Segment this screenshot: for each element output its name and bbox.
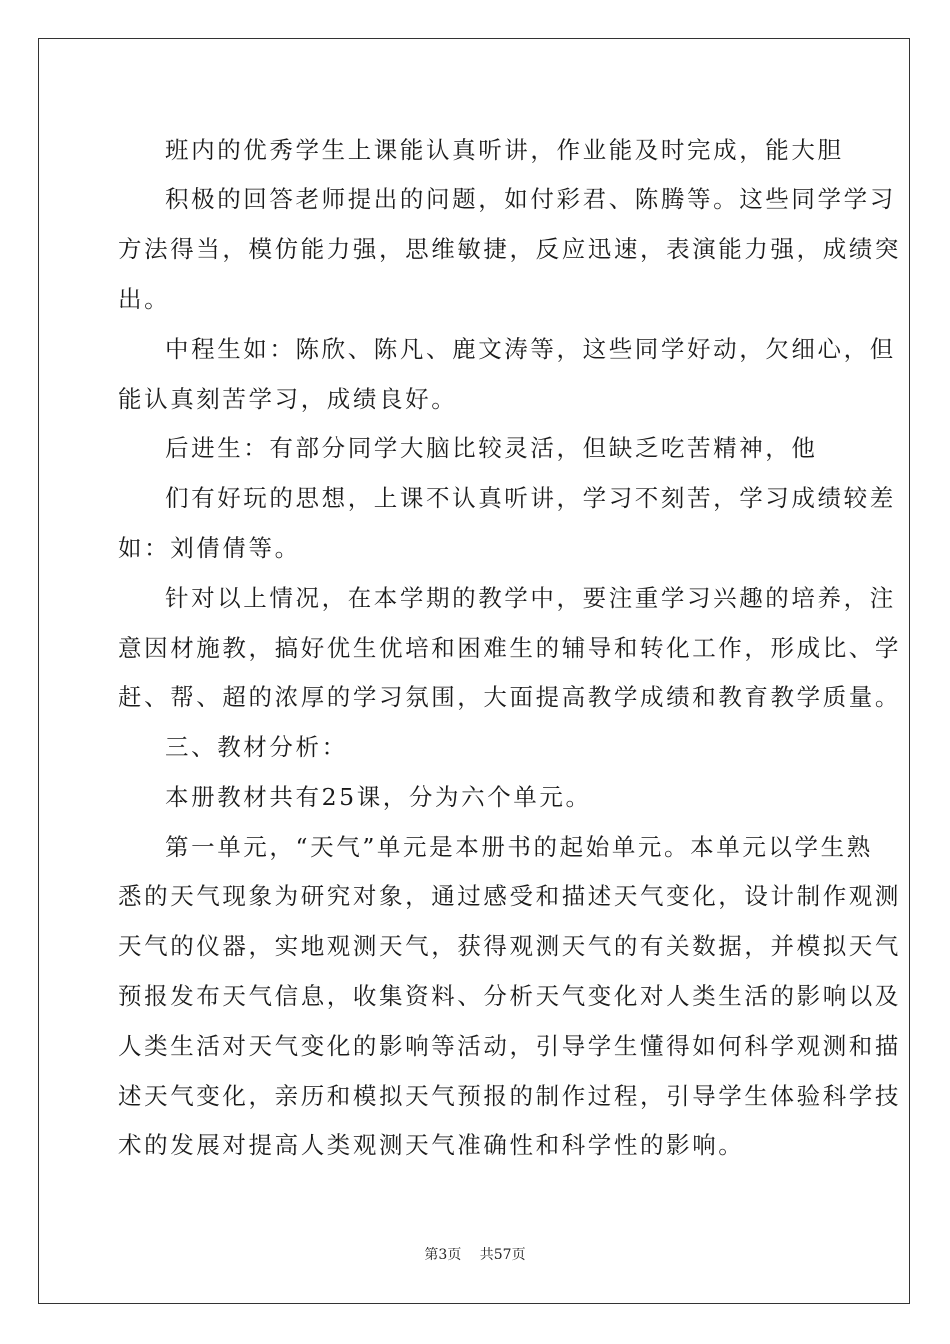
text-line: 后进生：有部分同学大脑比较灵活，但缺乏吃苦精神，他 bbox=[165, 434, 818, 462]
text-line: 第一单元，“天气”单元是本册书的起始单元。本单元以学生熟 bbox=[165, 833, 873, 861]
text-line: 人类生活对天气变化的影响等活动，引导学生懂得如何科学观测和描 bbox=[118, 1032, 901, 1060]
page-number: 第3页 共57页 bbox=[424, 1247, 526, 1263]
text-line: 积极的回答老师提出的问题，如付彩君、陈腾等。这些同学学习 bbox=[165, 185, 896, 213]
text-line: 能认真刻苦学习，成绩良好。 bbox=[118, 385, 458, 413]
section-heading: 三、教材分析： bbox=[165, 733, 348, 761]
text-line: 如：刘倩倩等。 bbox=[118, 534, 301, 562]
text-line: 出。 bbox=[118, 285, 171, 313]
text-line: 方法得当，模仿能力强，思维敏捷，反应迅速，表演能力强，成绩突 bbox=[118, 235, 901, 263]
text-line: 中程生如：陈欣、陈凡、鹿文涛等，这些同学好动，欠细心，但 bbox=[165, 335, 896, 363]
text-line: 针对以上情况，在本学期的教学中，要注重学习兴趣的培养，注 bbox=[165, 584, 896, 612]
text-line: 悉的天气现象为研究对象，通过感受和描述天气变化，设计制作观测 bbox=[118, 882, 901, 910]
page-border bbox=[38, 38, 910, 1304]
text-line: 赶、帮、超的浓厚的学习氛围，大面提高教学成绩和教育教学质量。 bbox=[118, 683, 901, 711]
text-line: 术的发展对提高人类观测天气准确性和科学性的影响。 bbox=[118, 1131, 745, 1159]
text-line: 预报发布天气信息，收集资料、分析天气变化对人类生活的影响以及 bbox=[118, 982, 901, 1010]
text-line: 意因材施教，搞好优生优培和困难生的辅导和转化工作，形成比、学 bbox=[118, 634, 901, 662]
text-line: 天气的仪器，实地观测天气，获得观测天气的有关数据，并模拟天气 bbox=[118, 932, 901, 960]
text-line: 们有好玩的思想，上课不认真听讲，学习不刻苦，学习成绩较差 bbox=[165, 484, 896, 512]
text-line: 述天气变化，亲历和模拟天气预报的制作过程，引导学生体验科学技 bbox=[118, 1082, 901, 1110]
text-line: 本册教材共有25课，分为六个单元。 bbox=[165, 783, 592, 811]
text-line: 班内的优秀学生上课能认真听讲，作业能及时完成，能大胆 bbox=[165, 136, 844, 164]
